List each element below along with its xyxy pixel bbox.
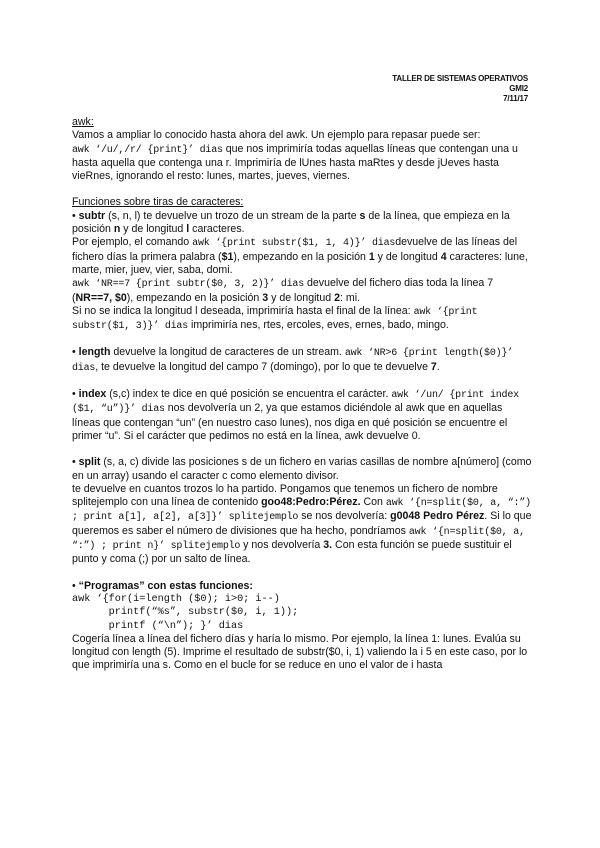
length-paragraph: • length devuelve la longitud de caracteres de un stream. awk ‘NR>6 {print length($0)}’ dias, te devuelve la longitud del campo 7 (domingo), por lo que te devuelve 7. <box>72 346 514 374</box>
subtr-ex1-a: Por ejemplo, el comando <box>72 236 193 249</box>
split-desc-a: (s, a, c) divide las posiciones s de un fichero en varias casillas de nombre a[número] (como en un array) usando el caracter c como elemento divisor. <box>72 456 532 482</box>
subtr-ex2-g: : mi. <box>340 291 361 304</box>
length-desc-b: , te devuelve la longitud del campo 7 (domingo), por lo que te devuelve <box>95 360 431 373</box>
subtr-ex3-a: Si no se indica la longitud l deseada, imprimiría hasta el final de la línea: <box>72 304 414 317</box>
awk-example-explanation: que nos imprimiría todas aquellas líneas que contengan una u hasta aquella que contenga una r. Imprimiría de lUnes hasta maRtes y desde jUeves hasta vieRnes, ignorando el resto: lunes, martes, jueves, viernes. <box>72 142 518 183</box>
subtr-ex1-f: y de longitud <box>374 250 441 263</box>
subtr-ex1-g: 4 <box>440 250 447 263</box>
subtr-ex2-a: devuelve del fichero dias toda la línea 7 ( <box>72 277 494 304</box>
programas-title: “Programas” con estas funciones: <box>78 579 253 592</box>
split-desc-e: . Si lo que queremos es saber el número de divisiones que ha hecho, pondríamos <box>72 510 532 537</box>
subtr-ex1-b: devuelve de las líneas del fichero días la primera palabra ( <box>72 236 518 263</box>
split-result-1: g0048 Pedro Pérez <box>390 510 485 523</box>
subtr-ex1-c: $1 <box>221 250 234 263</box>
section-title-awk: awk: <box>72 116 94 128</box>
subtr-ex1-d: ), empezando en la posición <box>233 250 369 263</box>
subtr-ex3-b: imprimiría nes, rtes, ercoles, eves, ernes, bado, mingo. <box>188 319 449 332</box>
split-paragraph-2 <box>72 483 532 567</box>
length-command: awk ‘NR>6 {print length($0)}’ dias <box>72 348 514 374</box>
awk-example-command: awk ‘/u/,/r/ {print}’ dias <box>72 144 223 156</box>
split-content: goo48:Pedro:Pérez. <box>261 496 361 509</box>
subtr-ex2-d: 3 <box>262 291 269 304</box>
index-desc-b: nos devolvería un 2, ya que estamos diciéndole al awk que en aquellas líneas que contengan “un” (en nuestro caso lunes), nos diga en qué posición se encuentre el primer “u”. Si el carácter que pedimos no está en la línea, awk devuelve 0. <box>72 402 508 442</box>
subtr-example-1 <box>72 236 532 277</box>
subtr-ex3-command: awk ‘{print substr($1, 3)}’ dias <box>72 306 478 333</box>
split-paragraph: • split (s, a, c) divide las posiciones s de un fichero en varias casillas de nombre a[número] (como en un array) usando el caracter c como elemento divisor. <box>72 456 532 482</box>
subtr-ex2-command: awk ‘NR==7 {print subtr($0, 3, 2)}’ dias <box>72 279 305 291</box>
subtr-paragraph: • subtr (s, n, l) te devuelve un trozo de un stream de la parte s de la línea, que empieza en la posición n y de longitud l caracteres. <box>72 209 510 236</box>
document-body <box>72 116 532 673</box>
split-desc-c: Con <box>360 496 386 509</box>
section-title-programas: • “Programas” con estas funciones: <box>72 579 253 592</box>
length-name: length <box>78 346 111 359</box>
subtr-ex2-e: y de longitud <box>268 291 335 304</box>
subtr-desc-c: y de longitud <box>120 223 187 236</box>
subtr-desc-b: de la línea, que empieza en la posición <box>72 209 510 236</box>
subtr-ex1-e: 1 <box>368 250 375 263</box>
split-command-1: awk ‘{n=split($0, a, “:”) ; print a[1], a[2], a[3]}’ splitejemplo <box>72 498 531 524</box>
programas-code-block: awk ‘{for(i=length ($0); i>0; i--) printf(“%s”, substr($0, i, 1)); printf (“\n”); }’ dias <box>72 593 299 632</box>
index-paragraph: • index (s,c) index te dice en qué posición se encuentra el carácter. awk ‘/un/ {print index ($1, “u”)}’ dias nos devolvería un 2, ya que estamos diciéndole al awk que en aquellas líneas que contengan “un” (en nuestro caso lunes), nos diga en qué posición se encuentre el primer “u”. Si el carácter que pedimos no está en la línea, awk devuelve 0. <box>72 388 519 442</box>
header-group: GMI2 <box>509 84 528 93</box>
subtr-name: subtr <box>78 209 106 222</box>
index-name: index <box>78 388 107 401</box>
split-desc-f: y nos devolvería <box>240 539 324 552</box>
document-header <box>392 74 528 104</box>
index-command: awk ‘/un/ {print index ($1, “u”)}’ dias <box>72 390 519 416</box>
length-desc-a: devuelve la longitud de caracteres de un stream. <box>110 346 345 359</box>
header-date: 7/11/17 <box>503 94 528 103</box>
index-desc-a: (s,c) index te dice en qué posición se encuentra el carácter. <box>106 388 392 401</box>
subtr-desc-d: caracteres. <box>189 223 245 236</box>
split-desc-b: te devuelve en cuantos trozos lo ha partido. Pongamos que tenemos un fichero de nombre splitejemplo con una línea de contenido <box>72 482 498 509</box>
subtr-ex2-f: 2 <box>334 291 341 304</box>
programas-description: Cogería línea a línea del fichero días y haría lo mismo. Por ejemplo, la línea 1: lunes. Evalúa su longitud con length (5). Imprime el resultado de substr($0, i, 1) valiendo la i 5 en este caso, por lo que imprimiría una s. Como en el bucle for se reduce en uno el valor de i hasta <box>72 632 528 672</box>
subtr-example-2 <box>72 277 532 305</box>
length-result: 7 <box>430 360 437 373</box>
section-title-funciones: Funciones sobre tiras de caracteres: <box>72 196 244 209</box>
subtr-ex2-c: ), empezando en la posición <box>126 291 263 304</box>
subtr-s: s <box>359 209 366 222</box>
awk-intro-text: Vamos a ampliar lo conocido hasta ahora del awk. Un ejemplo para repasar puede ser: <box>72 129 481 142</box>
length-end: . <box>436 360 440 373</box>
subtr-signature: (s, n, l) <box>105 209 141 222</box>
header-course: TALLER DE SISTEMAS OPERATIVOS <box>392 74 528 83</box>
split-command-2: awk ‘{n=split($0, a, “:”) ; print n}’ splitejemplo <box>72 526 525 553</box>
subtr-n: n <box>113 223 121 236</box>
subtr-l: l <box>186 223 190 236</box>
split-desc-g: Con esta función se puede sustituir el punto y coma (;) por un salto de línea. <box>72 539 512 566</box>
split-desc-d: se nos devolvería: <box>298 510 391 523</box>
subtr-ex1-command: awk ‘{print substr($1, 1, 4)}’ dias <box>192 238 396 250</box>
subtr-desc-a: te devuelve un trozo de un stream de la parte <box>140 209 360 222</box>
split-result-2: 3. <box>323 539 333 552</box>
subtr-ex2-b: NR==7, $0 <box>75 291 127 304</box>
split-name: split <box>78 456 101 469</box>
subtr-example-3 <box>72 305 532 334</box>
subtr-ex1-h: caracteres: lune, marte, mier, juev, vier, saba, domi. <box>72 250 528 276</box>
awk-intro-paragraph <box>72 129 532 183</box>
